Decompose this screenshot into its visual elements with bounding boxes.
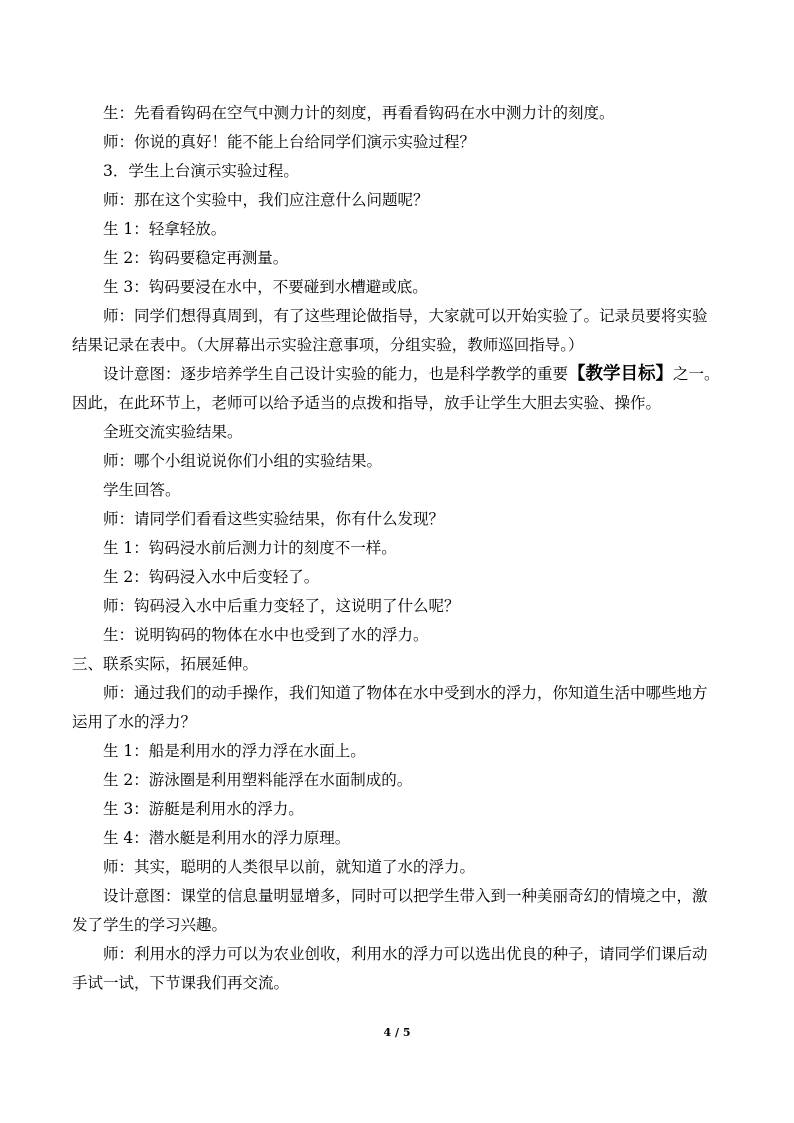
paragraph: 师：通过我们的动手操作，我们知道了物体在水中受到水的浮力，你知道生活中哪些地方运用了水的浮力？: [72, 684, 708, 731]
paragraph-text: 设计意图：逐步培养学生自己设计实验的能力，也是科学教学的重要: [103, 365, 569, 383]
paragraph: 师：利用水的浮力可以为农业创收，利用水的浮力可以选出优良的种子，请同学们课后动手试一试，下节课我们再交流。: [72, 945, 708, 992]
paragraph: 生 2：钩码要稳定再测量。: [103, 249, 289, 267]
page-number: 4 / 5: [383, 1026, 411, 1039]
teaching-goal-tag: 【教学目标】: [568, 364, 674, 384]
paragraph: 师：钩码浸入水中后重力变轻了，这说明了什么呢？: [103, 597, 460, 615]
paragraph: 师：那在这个实验中，我们应注意什么问题呢？: [103, 191, 429, 209]
paragraph: 生 3：钩码要浸在水中，不要碰到水槽避或底。: [103, 278, 428, 296]
paragraph: 生 3：游艇是利用水的浮力。: [103, 800, 304, 818]
document-body: [72, 99, 722, 998]
paragraph: 生 1：船是利用水的浮力浮在水面上。: [103, 742, 366, 760]
paragraph: 生 2：游泳圈是利用塑料能浮在水面制成的。: [103, 771, 413, 789]
paragraph: 师：其实，聪明的人类很早以前，就知道了水的浮力。: [103, 858, 476, 876]
paragraph: 师：哪个小组说说你们小组的实验结果。: [103, 452, 383, 470]
paragraph: 生 4：潜水艇是利用水的浮力原理。: [103, 829, 351, 847]
paragraph: 3．学生上台演示实验过程。: [103, 162, 299, 180]
section-heading: 三、联系实际，拓展延伸。: [72, 655, 259, 673]
paragraph: 设计意图：课堂的信息量明显增多，同时可以把学生带入到一种美丽奇幻的情境之中，激发了学生的学习兴趣。: [72, 887, 708, 934]
paragraph: 全班交流实验结果。: [103, 423, 243, 441]
paragraph: 生 1：钩码浸水前后测力计的刻度不一样。: [103, 539, 397, 557]
paragraph: 生 2：钩码浸入水中后变轻了。: [103, 568, 320, 586]
paragraph: 生：说明钩码的物体在水中也受到了水的浮力。: [103, 626, 429, 644]
paragraph: 师：你说的真好！能不能上台给同学们演示实验过程？: [103, 133, 476, 151]
paragraph-text: 之一。因此，在此环节上，老师可以给予适当的点拨和指导，放手让学生大胆去实验、操作。: [72, 365, 720, 412]
paragraph: 学生回答。: [103, 481, 181, 499]
paragraph: 生：先看看钩码在空气中测力计的刻度，再看看钩码在水中测力计的刻度。: [103, 104, 615, 122]
paragraph: 生 1：轻拿轻放。: [103, 220, 227, 238]
design-intent-paragraph: [72, 360, 722, 418]
paragraph: 师：请同学们看看这些实验结果，你有什么发现？: [103, 510, 445, 528]
paragraph: 师：同学们想得真周到，有了这些理论做指导，大家就可以开始实验了。记录员要将实验结果记录在表中。（大屏幕出示实验注意事项，分组实验，教师巡回指导。）: [72, 307, 708, 354]
